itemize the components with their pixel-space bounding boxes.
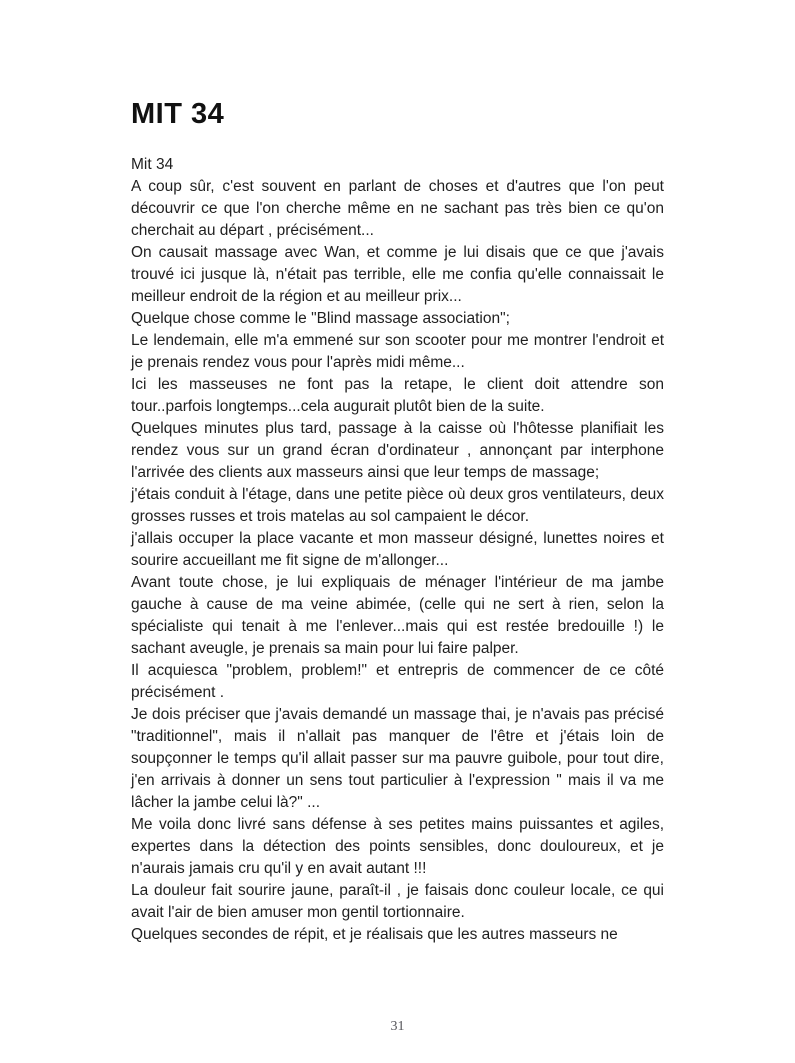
paragraph: Quelque chose comme le "Blind massage association"; bbox=[131, 310, 510, 327]
paragraph-mit-34: Mit 34 bbox=[131, 156, 174, 173]
paragraph: Il acquiesca "problem, problem!" et entrepris de commencer de ce côté précisément . bbox=[131, 662, 664, 701]
paragraph: A coup sûr, c'est souvent en parlant de choses et d'autres que l'on peut découvrir ce que l'on cherche même en ne sachant pas très bien ce qu'on cherchait au départ , précisément... bbox=[131, 178, 664, 239]
paragraph: Le lendemain, elle m'a emmené sur son scooter pour me montrer l'endroit et je prenais rendez vous pour l'après midi même... bbox=[131, 332, 664, 371]
paragraph: Ici les masseuses ne font pas la retape, le client doit attendre son tour..parfois longtemps...cela augurait plutôt bien de la suite. bbox=[131, 376, 664, 415]
paragraph: Quelques secondes de répit, et je réalisais que les autres masseurs ne bbox=[131, 926, 618, 943]
paragraph: j'allais occuper la place vacante et mon masseur désigné, lunettes noires et sourire accueillant me fit signe de m'allonger... bbox=[131, 530, 664, 569]
text-column bbox=[131, 0, 664, 946]
paragraph: Me voila donc livré sans défense à ses petites mains puissantes et agiles, expertes dans la détection des points sensibles, donc douloureux, et je n'aurais jamais cru qu'il y en avait autant !!! bbox=[131, 816, 664, 877]
paragraph: Avant toute chose, je lui expliquais de ménager l'intérieur de ma jambe gauche à cause de ma veine abimée, (celle qui ne sert à rien, selon la spécialiste qui tenait à me l'enlever...mais qui est restée bredouille !) le sachant aveugle, je prenais sa main pour lui faire palper. bbox=[131, 574, 664, 657]
page-footer bbox=[0, 1017, 795, 1035]
paragraph: Je dois préciser que j'avais demandé un massage thai, je n'avais pas précisé "traditionnel", mais il n'allait pas manquer de l'être et j'étais loin de soupçonner le temps qu'il allait passer sur ma pauvre guibole, pour tout dire, j'en arrivais à donner un sens tout particulier à l'expression " mais il va me lâcher la jambe celui là?" ... bbox=[131, 706, 664, 811]
paragraph: La douleur fait sourire jaune, paraît-il , je faisais donc couleur locale, ce qui avait l'air de bien amuser mon gentil tortionnaire. bbox=[131, 882, 664, 921]
page-number: 31 bbox=[390, 1019, 405, 1034]
paragraph: Quelques minutes plus tard, passage à la caisse où l'hôtesse planifiait les rendez vous sur un grand écran d'ordinateur , annonçant par interphone l'arrivée des clients aux masseurs ainsi que leur temps de massage; bbox=[131, 420, 664, 481]
paragraph: j'étais conduit à l'étage, dans une petite pièce où deux gros ventilateurs, deux grosses russes et trois matelas au sol campaient le décor. bbox=[131, 486, 664, 525]
page-title: MIT 34 bbox=[131, 98, 225, 130]
document-body bbox=[131, 154, 664, 946]
paragraph: On causait massage avec Wan, et comme je lui disais que ce que j'avais trouvé ici jusque là, n'était pas terrible, elle me confia qu'elle connaissait le meilleur endroit de la région et au meilleur prix... bbox=[131, 244, 664, 305]
